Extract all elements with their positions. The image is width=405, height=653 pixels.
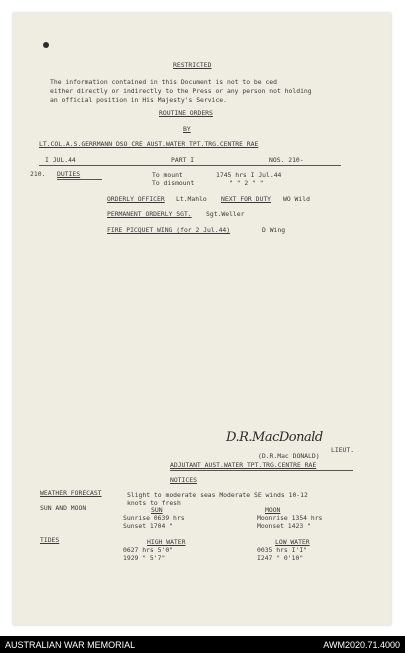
by-heading: BY bbox=[183, 125, 191, 133]
footer-source: AUSTRALIAN WAR MEMORIAL bbox=[5, 640, 136, 650]
high-water-heading: HIGH WATER bbox=[147, 538, 186, 546]
sunrise-value: Sunrise 0639 hrs bbox=[123, 514, 185, 522]
footer-accession-number: AWM2020.71.4000 bbox=[323, 640, 400, 650]
order-date: I JUL.44 bbox=[45, 156, 76, 164]
header-rule bbox=[39, 165, 341, 166]
low-water-2: I247 " 0'10" bbox=[257, 554, 304, 562]
signatory-name: (D.R.Mac DONALD) bbox=[258, 452, 320, 460]
weather-line-1: Slight to moderate seas Moderate SE winds 10-12 bbox=[127, 491, 308, 499]
notice-line-1: The information contained in this Document is not to be ced bbox=[50, 78, 278, 86]
adjutant-signature: D.R.MacDonald bbox=[226, 430, 323, 445]
footer-bar bbox=[0, 636, 405, 653]
permanent-orderly-sgt-label: PERMANENT ORDERLY SGT. bbox=[107, 210, 192, 218]
fire-picquet-label: FIRE PICQUET WING (for 2 Jul.44) bbox=[107, 226, 231, 234]
adjutant-rule bbox=[170, 470, 353, 471]
to-mount-label: To mount bbox=[152, 171, 183, 179]
punch-hole bbox=[43, 42, 49, 48]
routine-orders-heading: ROUTINE ORDERS bbox=[159, 109, 213, 117]
notices-heading: NOTICES bbox=[170, 476, 197, 484]
duties-label: DUTIES bbox=[57, 170, 81, 178]
commander-line: LT.COL.A.S.GERRMANN DSO CRE AUST.WATER TPT.TRG.CENTRE RAE bbox=[39, 140, 259, 148]
weather-line-2: knots to fresh bbox=[127, 499, 181, 507]
low-water-heading: LOW WATER bbox=[275, 538, 310, 546]
orderly-officer-label: ORDERLY OFFICER bbox=[107, 195, 165, 203]
signature-rank: LIEUT. bbox=[331, 446, 355, 454]
item-number: 210. bbox=[30, 170, 46, 178]
notice-line-3: an official position in His Majesty's Service. bbox=[50, 96, 227, 104]
order-part: PART I bbox=[171, 156, 195, 164]
moon-heading: MOON bbox=[265, 506, 281, 514]
sun-and-moon-label: SUN AND MOON bbox=[40, 504, 87, 512]
sunset-value: Sunset 1704 " bbox=[123, 522, 174, 530]
to-dismount-label: To dismount bbox=[152, 179, 195, 187]
notice-line-2: either directly or indirectly to the Press or any person not holding bbox=[50, 87, 312, 95]
duties-rule bbox=[57, 179, 102, 180]
adjutant-title: ADJUTANT AUST.WATER TPT.TRG.CENTRE RAE bbox=[170, 461, 317, 469]
to-mount-value: 1745 hrs I Jul.44 bbox=[216, 171, 282, 179]
high-water-1: 0627 hrs 5'0" bbox=[123, 546, 174, 554]
classification-heading: RESTRICTED bbox=[173, 61, 212, 69]
to-dismount-value: " " 2 " " bbox=[229, 179, 264, 187]
high-water-2: 1929 " 5'7" bbox=[123, 554, 166, 562]
tides-label: TIDES bbox=[40, 536, 60, 544]
fire-picquet-value: D Wing bbox=[262, 226, 286, 234]
permanent-orderly-sgt-value: Sgt.Weller bbox=[206, 210, 245, 218]
document-page bbox=[13, 13, 391, 625]
next-for-duty-value: WO Wild bbox=[283, 195, 310, 203]
moonrise-value: Moonrise 1354 hrs bbox=[257, 514, 323, 522]
order-numbers: NOS. 210- bbox=[269, 156, 304, 164]
sun-heading: SUN bbox=[151, 506, 163, 514]
low-water-1: 0035 hrs I'I" bbox=[257, 546, 308, 554]
moonset-value: Moonset 1423 " bbox=[257, 522, 311, 530]
weather-forecast-label: WEATHER FORECAST bbox=[40, 489, 102, 497]
next-for-duty-label: NEXT FOR DUTY bbox=[221, 195, 272, 203]
orderly-officer-value: Lt.Mahlo bbox=[176, 195, 207, 203]
